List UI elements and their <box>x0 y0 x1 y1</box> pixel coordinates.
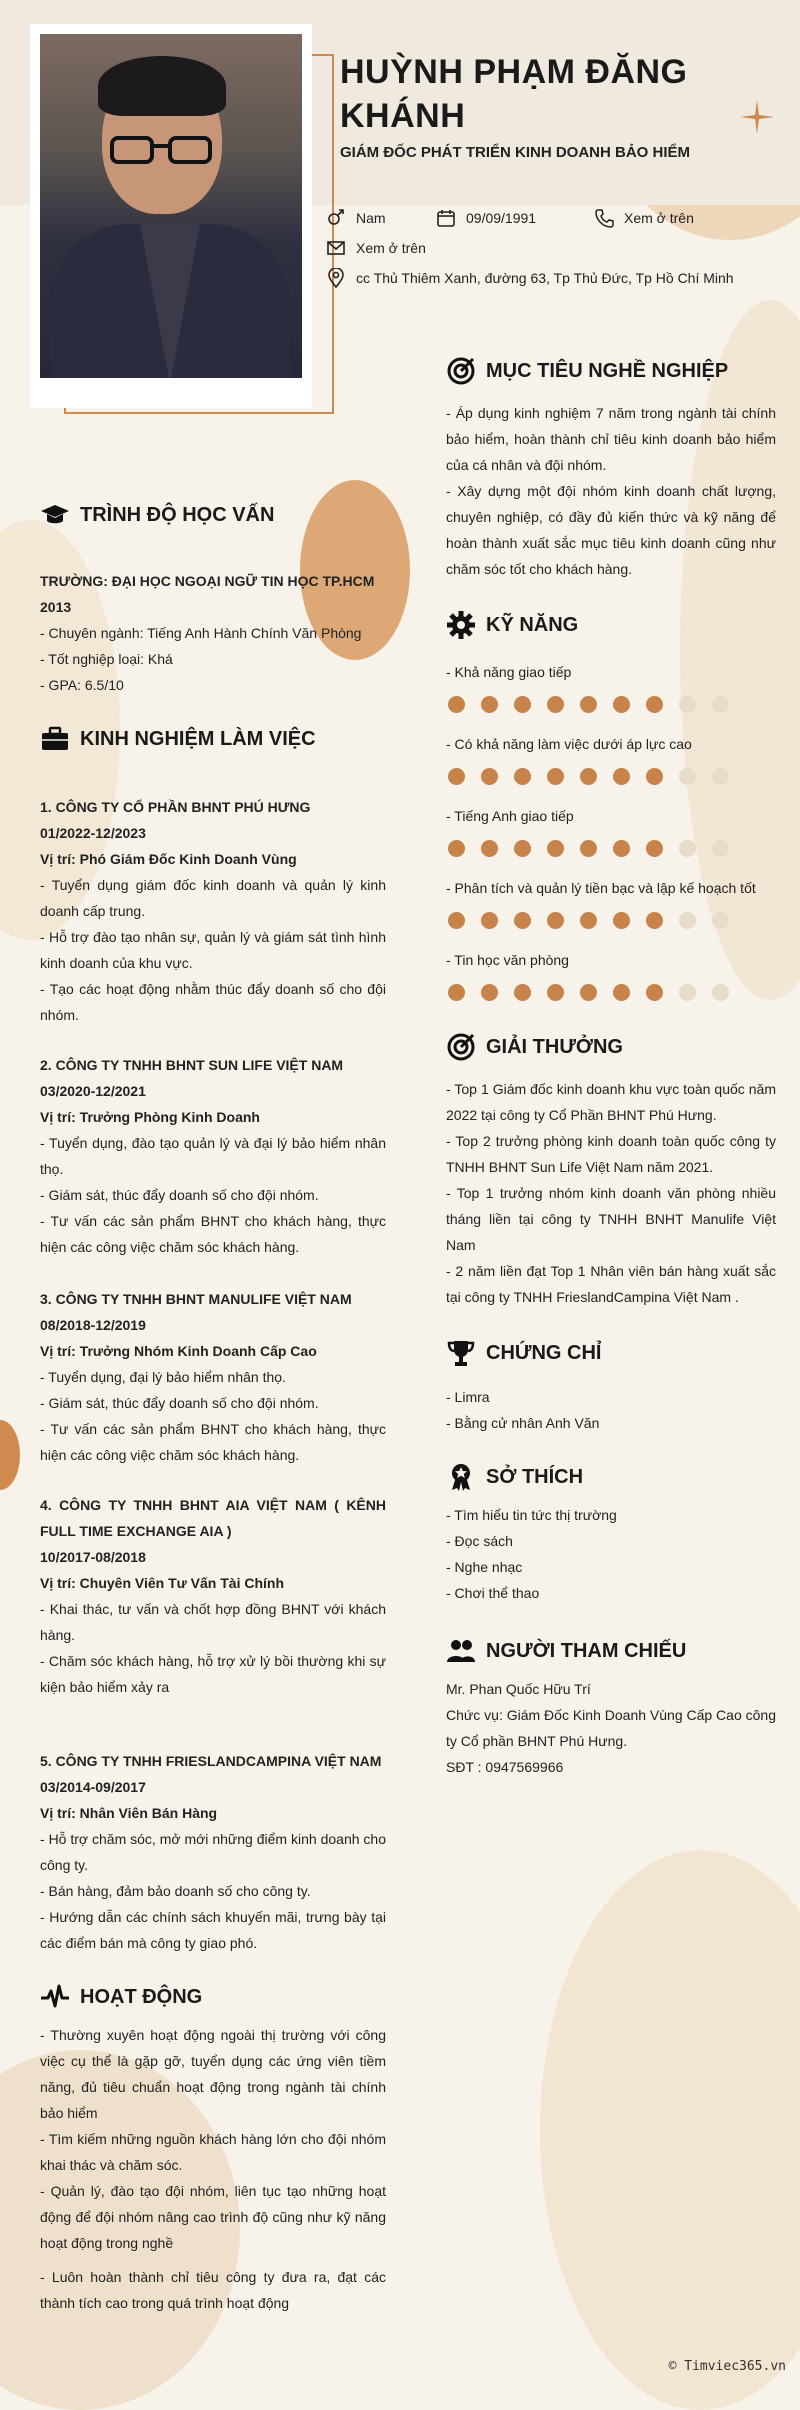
pulse-icon <box>40 1982 70 2012</box>
trophy-icon <box>446 1338 476 1368</box>
rating-dot-filled <box>547 696 564 713</box>
rating-dot-empty <box>712 984 729 1001</box>
rating-dot-filled <box>613 840 630 857</box>
contact-phone <box>594 208 694 228</box>
rating-dot-filled <box>481 696 498 713</box>
contact-dob <box>436 208 536 228</box>
rating-dot-filled <box>448 768 465 785</box>
experience-heading: KINH NGHIỆM LÀM VIỆC <box>40 724 316 754</box>
rating-dot-empty <box>712 696 729 713</box>
rating-dot-filled <box>448 912 465 929</box>
gender-icon <box>326 208 346 228</box>
activities-heading: HOẠT ĐỘNG <box>40 1982 202 2012</box>
gender-value: Nam <box>356 210 386 226</box>
rating-dot-filled <box>580 840 597 857</box>
award-target-icon <box>446 1032 476 1062</box>
rating-dot-filled <box>514 984 531 1001</box>
rating-dot-filled <box>481 984 498 1001</box>
briefcase-icon <box>40 724 70 754</box>
email-icon <box>326 238 346 258</box>
rating-dot-empty <box>679 768 696 785</box>
phone-icon <box>594 208 614 228</box>
email-value: Xem ở trên <box>356 240 426 256</box>
rating-dot-empty <box>712 912 729 929</box>
rating-dot-filled <box>580 768 597 785</box>
rating-dot-empty <box>679 984 696 1001</box>
certificates-heading: CHỨNG CHỈ <box>446 1338 601 1368</box>
skill-label: - Phân tích và quản lý tiền bạc và lập kế hoạch tốt <box>446 880 756 896</box>
skill-label: - Tin học văn phòng <box>446 952 569 968</box>
rating-dot-filled <box>448 840 465 857</box>
calendar-icon <box>436 208 456 228</box>
rating-dot-filled <box>514 912 531 929</box>
rating-dot-filled <box>580 696 597 713</box>
contact-address <box>326 268 734 288</box>
full-name: HUỲNH PHẠM ĐĂNG KHÁNH <box>340 53 688 135</box>
rating-dot-filled <box>547 984 564 1001</box>
education-body <box>40 568 390 698</box>
hobbies-body: - Tìm hiểu tin tức thị trường - Đọc sách - Nghe nhạc - Chơi thể thao <box>446 1507 617 1601</box>
rating-dot-empty <box>679 696 696 713</box>
references-body: Mr. Phan Quốc Hữu Trí Chức vụ: Giám Đốc Kinh Doanh Vùng Cấp Cao công ty Cổ phần BHNT Phú Hưng. SĐT : 0947569966 <box>446 1681 776 1775</box>
rating-dot-filled <box>547 840 564 857</box>
rating-dot-filled <box>613 768 630 785</box>
location-icon <box>326 268 346 288</box>
objective-body: - Áp dụng kinh nghiệm 7 năm trong ngành tài chính bảo hiểm, hoàn thành chỉ tiêu kinh doanh bảo hiểm của cá nhân và đội nhóm. - Xây dựng một đội nhóm kinh doanh chất lượng, chuyên nghiệp, có đầy đủ kiến thức và kỹ năng để hoàn thành xuất sắc mục tiêu kinh doanh cũng như chăm sóc tốt cho khách hàng. <box>446 405 776 577</box>
bg-shape <box>540 1850 800 2410</box>
rating-dot-filled <box>646 696 663 713</box>
rating-dot-filled <box>646 840 663 857</box>
edu-line: - Chuyên ngành: Tiếng Anh Hành Chính Văn Phòng <box>40 625 362 641</box>
rating-dot-filled <box>613 984 630 1001</box>
target-icon <box>446 356 476 386</box>
school-name: TRƯỜNG: ĐẠI HỌC NGOẠI NGỮ TIN HỌC TP.HCM <box>40 573 375 589</box>
skill-label: - Khả năng giao tiếp <box>446 664 572 680</box>
rating-dot-filled <box>646 768 663 785</box>
job-4: 4. CÔNG TY TNHH BHNT AIA VIỆT NAM ( KÊNH FULL TIME EXCHANGE AIA ) 10/2017-08/2018 Vị trí: Chuyên Viên Tư Vấn Tài Chính - Khai thác, tư vấn và chốt hợp đồng BHNT với khách hàng. - Chăm sóc khách hàng, hỗ trợ xử lý bồi thường khi sự kiện bảo hiểm xảy ra <box>40 1497 386 1695</box>
rating-dot-filled <box>481 768 498 785</box>
rating-dot-filled <box>580 912 597 929</box>
rating-dot-filled <box>448 984 465 1001</box>
contact-gender <box>326 208 386 228</box>
phone-value: Xem ở trên <box>624 210 694 226</box>
job-title: GIÁM ĐỐC PHÁT TRIỂN KINH DOANH BẢO HIỂM <box>340 144 690 161</box>
skill-rating <box>448 696 729 713</box>
skill-rating <box>448 912 729 929</box>
skill-label: - Tiếng Anh giao tiếp <box>446 808 574 824</box>
rating-dot-filled <box>547 912 564 929</box>
rating-dot-filled <box>646 912 663 929</box>
skill-rating <box>448 840 729 857</box>
hobbies-heading: SỞ THÍCH <box>446 1462 583 1492</box>
sparkle-icon <box>740 100 774 134</box>
job-5: 5. CÔNG TY TNHH FRIESLANDCAMPINA VIỆT NAM 03/2014-09/2017 Vị trí: Nhân Viên Bán Hàng - Hỗ trợ chăm sóc, mở mới những điểm kinh doanh cho công ty. - Bán hàng, đảm bảo doanh số cho công ty. - Hướng dẫn các chính sách khuyến mãi, trưng bày tại các điểm bán mà công ty giao phó. <box>40 1753 386 1951</box>
rating-dot-filled <box>448 696 465 713</box>
address-value: cc Thủ Thiêm Xanh, đường 63, Tp Thủ Đức, Tp Hồ Chí Minh <box>356 270 734 286</box>
skill-label: - Có khả năng làm việc dưới áp lực cao <box>446 736 692 752</box>
users-icon <box>446 1636 476 1666</box>
rating-dot-empty <box>712 840 729 857</box>
school-year: 2013 <box>40 599 72 615</box>
rating-dot-empty <box>679 912 696 929</box>
skill-rating <box>448 984 729 1001</box>
bg-shape <box>0 1420 20 1490</box>
rating-dot-filled <box>646 984 663 1001</box>
rating-dot-filled <box>580 984 597 1001</box>
activities-body: - Thường xuyên hoạt động ngoài thị trường với công việc cụ thể là gặp gỡ, tuyển dụng các ứng viên tiềm năng, đủ tiêu chuẩn hoạt động trong ngành tài chính bảo hiểm - Tìm kiếm những nguồn khách hàng lớn cho đội nhóm khai thác và chăm sóc. - Quản lý, đào tạo đội nhóm, liên tục tạo những hoạt động để đội nhóm nâng cao trình độ cũng như kỹ năng hoạt động trong nghề - Luôn hoàn thành chỉ tiêu công ty đưa ra, đạt các thành tích cao trong quá trình hoạt động <box>40 2027 386 2311</box>
rating-dot-filled <box>514 840 531 857</box>
skill-rating <box>448 768 729 785</box>
edu-line: - Tốt nghiệp loại: Khá <box>40 651 173 667</box>
certificates-body: - Limra - Bằng cử nhân Anh Văn <box>446 1389 600 1431</box>
awards-heading: GIẢI THƯỞNG <box>446 1032 623 1062</box>
rating-dot-filled <box>613 696 630 713</box>
rating-dot-filled <box>481 912 498 929</box>
job-2: 2. CÔNG TY TNHH BHNT SUN LIFE VIỆT NAM 03/2020-12/2021 Vị trí: Trưởng Phòng Kinh Doanh - Tuyển dụng, đào tạo quản lý và đại lý bảo hiểm nhân thọ. - Giám sát, thúc đẩy doanh số cho đội nhóm. - Tư vấn các sản phẩm BHNT cho khách hàng, thực hiện các công việc chăm sóc khách hàng. <box>40 1057 386 1255</box>
rating-dot-empty <box>712 768 729 785</box>
rating-dot-filled <box>547 768 564 785</box>
gear-icon <box>446 610 476 640</box>
objective-heading: MỤC TIÊU NGHỀ NGHIỆP <box>446 356 728 386</box>
medal-icon <box>446 1462 476 1492</box>
rating-dot-filled <box>613 912 630 929</box>
graduation-cap-icon <box>40 500 70 530</box>
profile-photo <box>40 34 302 378</box>
awards-body: - Top 1 Giám đốc kinh doanh khu vực toàn quốc năm 2022 tại công ty Cổ Phần BHNT Phú Hưng. - Top 2 trưởng phòng kinh doanh toàn quốc công ty TNHH BHNT Sun Life Việt Nam năm 2021. - Top 1 trưởng nhóm kinh doanh văn phòng nhiều tháng liền tại công ty TNHH BNHT Manulife Việt Nam - 2 năm liền đạt Top 1 Nhân viên bán hàng xuất sắc tại công ty TNHH FrieslandCampina Việt Nam . <box>446 1081 776 1305</box>
edu-line: - GPA: 6.5/10 <box>40 677 124 693</box>
rating-dot-empty <box>679 840 696 857</box>
rating-dot-filled <box>514 696 531 713</box>
job-1: 1. CÔNG TY CỔ PHẦN BHNT PHÚ HƯNG 01/2022-12/2023 Vị trí: Phó Giám Đốc Kinh Doanh Vùng - Tuyển dụng giám đốc kinh doanh và quản lý kinh doanh cấp trung. - Hỗ trợ đào tạo nhân sự, quản lý và giám sát tình hình kinh doanh của khu vực. - Tạo các hoạt động nhằm thúc đẩy doanh số cho đội nhóm. <box>40 799 386 1023</box>
contact-email <box>326 238 426 258</box>
rating-dot-filled <box>514 768 531 785</box>
education-heading: TRÌNH ĐỘ HỌC VẤN <box>40 500 274 530</box>
references-heading: NGƯỜI THAM CHIẾU <box>446 1636 686 1666</box>
footer-watermark: © Timviec365.vn <box>668 2359 786 2374</box>
skills-heading: KỸ NĂNG <box>446 610 578 640</box>
dob-value: 09/09/1991 <box>466 210 537 226</box>
job-3: 3. CÔNG TY TNHH BHNT MANULIFE VIỆT NAM 08/2018-12/2019 Vị trí: Trưởng Nhóm Kinh Doanh Cấp Cao - Tuyển dụng, đại lý bảo hiểm nhân thọ. - Giám sát, thúc đẩy doanh số cho đội nhóm. - Tư vấn các sản phẩm BHNT cho khách hàng, thực hiện các công việc chăm sóc khách hàng. <box>40 1291 386 1463</box>
rating-dot-filled <box>481 840 498 857</box>
